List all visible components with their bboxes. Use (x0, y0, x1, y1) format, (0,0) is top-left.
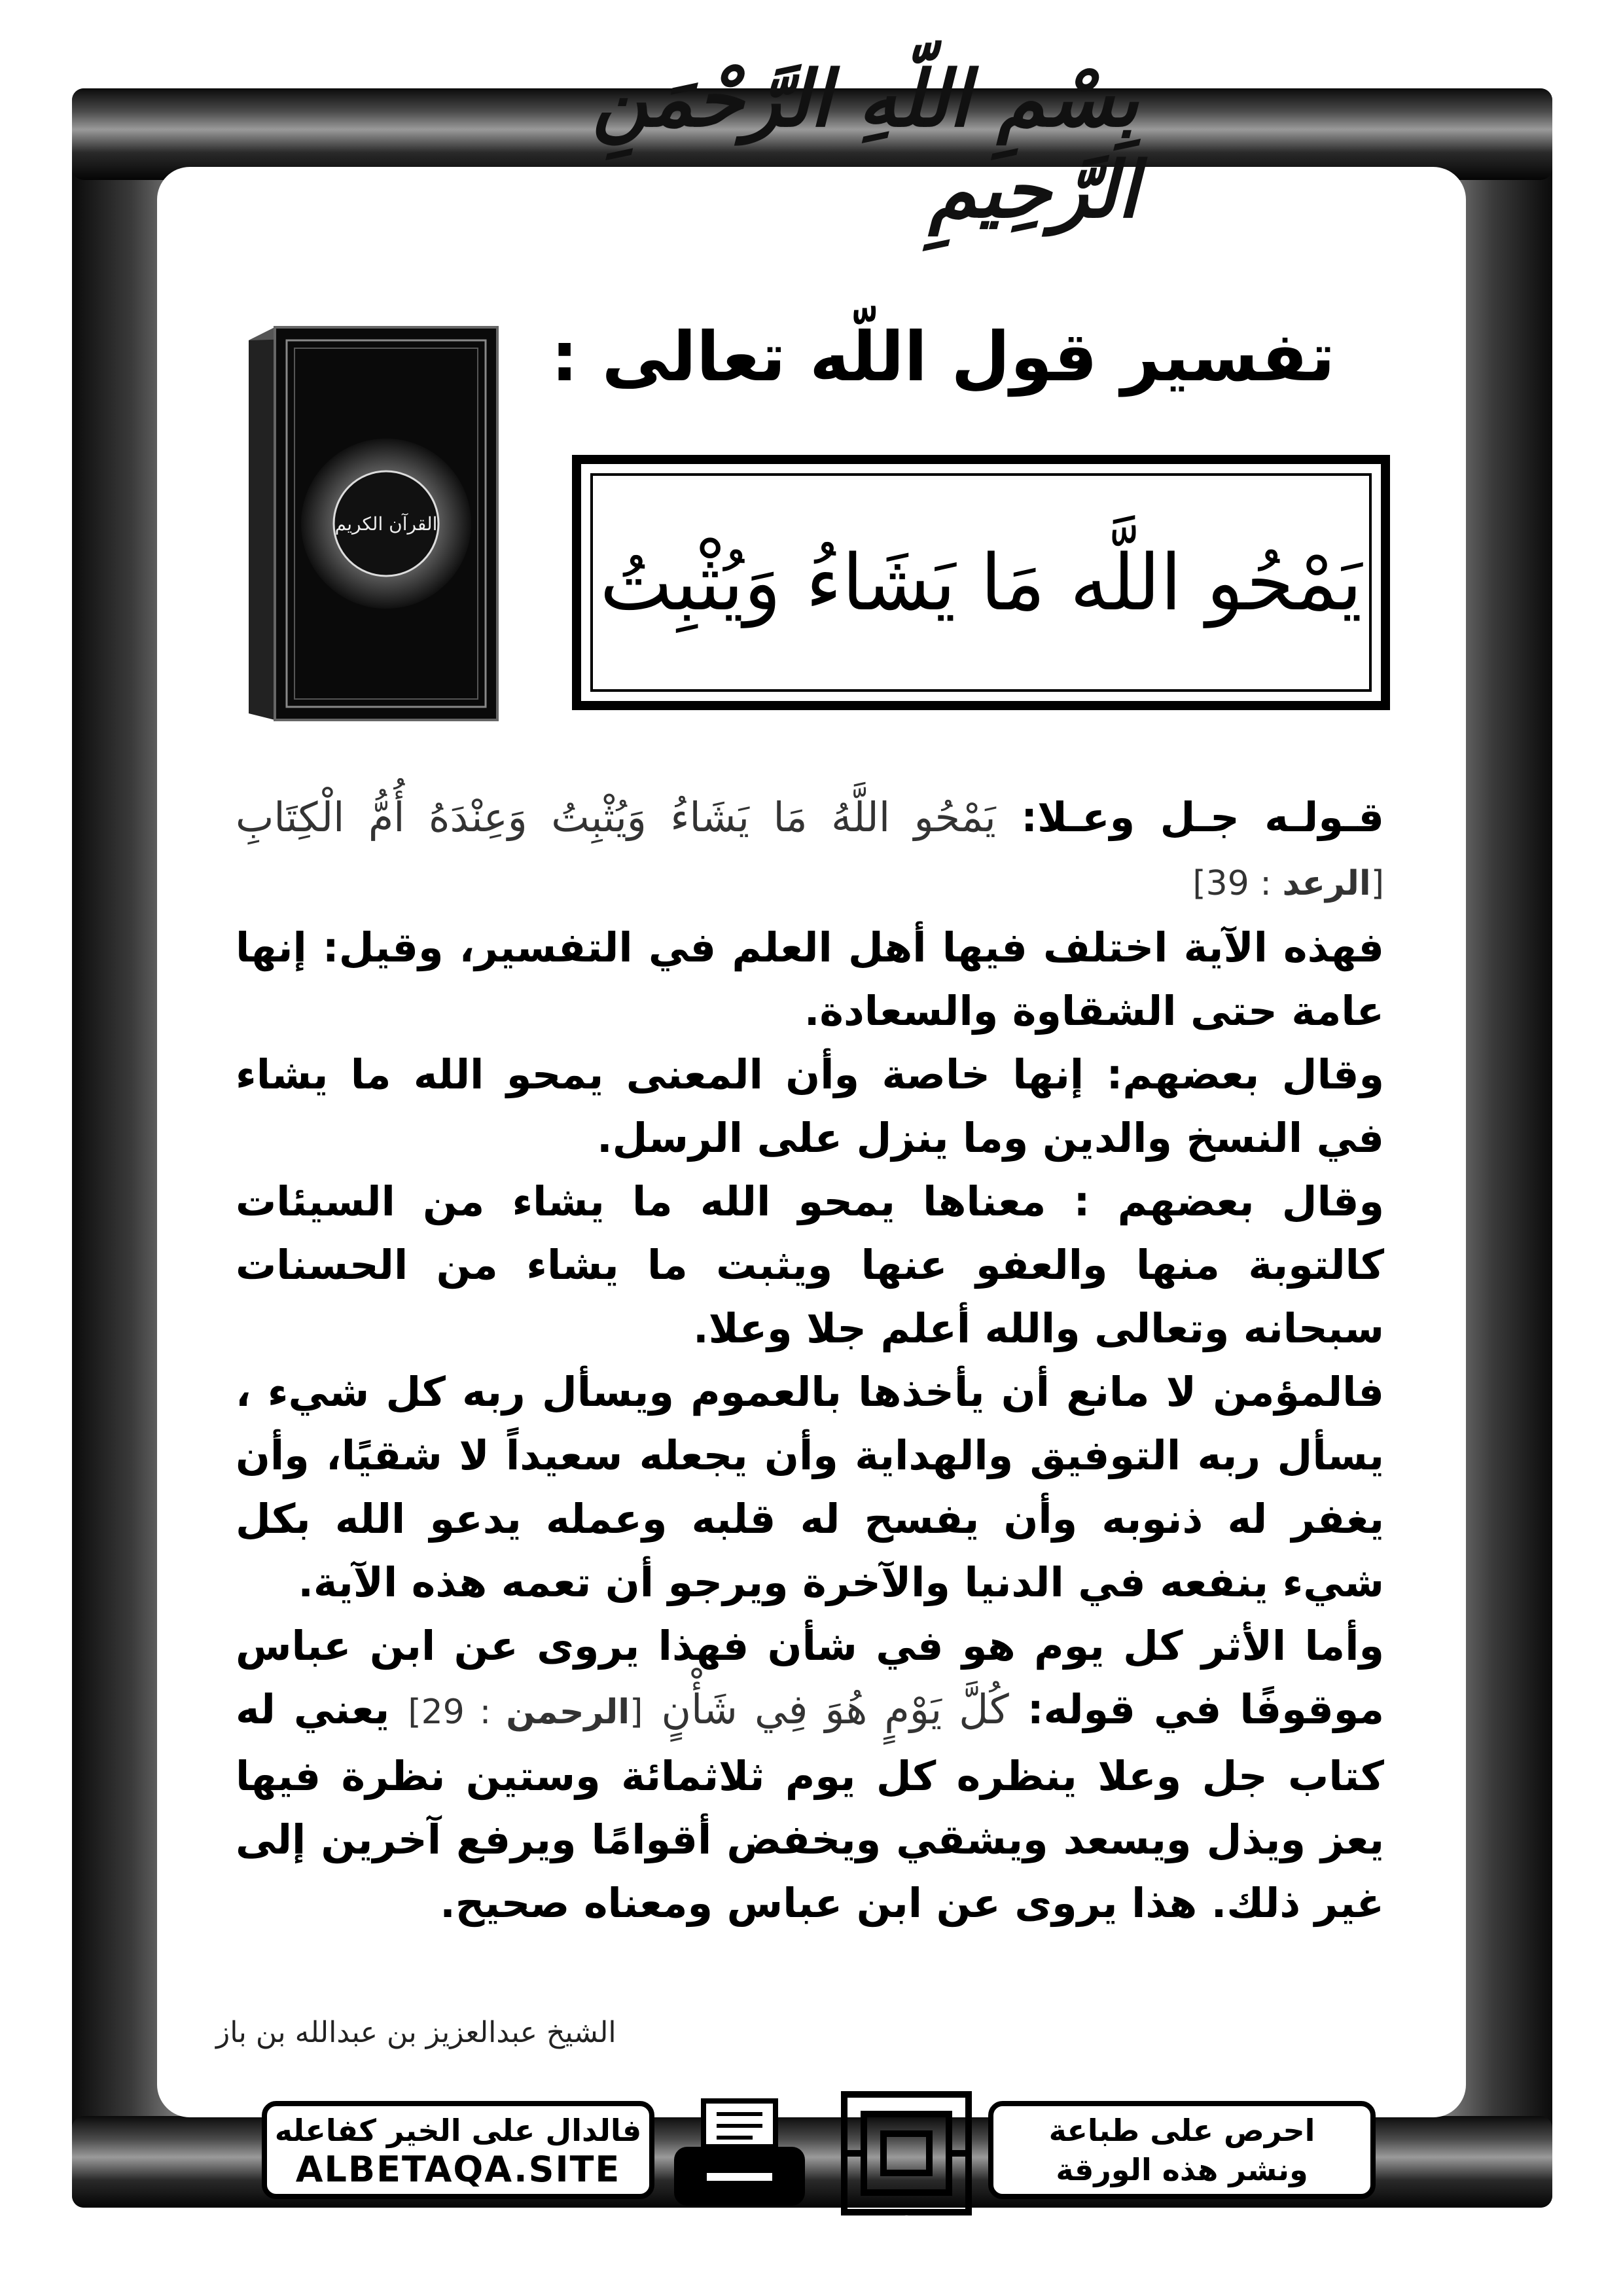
quoted-verse: يَمْحُو اللَّهُ مَا يَشَاءُ وَيُثْبِتُ وَعِنْدَهُ أُمُّ الْكِتَابِ (236, 793, 996, 841)
site-link[interactable]: ALBETAQA.SITE (295, 2149, 621, 2190)
paragraph-4: وقال بعضهم : معناها يمحو الله ما يشاء من السيئات كالتوبة منها والعفو عنها ويثبت ما يشاء من الحسنات سبحانه وتعالى والله أعلم جلا وعلا. (236, 1177, 1384, 1352)
paragraph-3: وقال بعضهم: إنها خاصة وأن المعنى يمحو الله ما يشاء في النسخ والدين وما ينزل على الرسل. (236, 1050, 1384, 1162)
verse-text: يَمْحُو اللَّه مَا يَشَاءُ وَيُثْبِتُ (599, 537, 1363, 628)
quran-book-icon (242, 314, 504, 733)
quoted-verse: كُلَّ يَوْمٍ هُوَ فِي شَأْنٍ (661, 1685, 1009, 1733)
site-logo (838, 2088, 975, 2219)
verse-box (572, 455, 1390, 710)
page-title: تفسير قول اللّه تعالى : (550, 317, 1335, 397)
footer-site-box: فالدال على الخير كفاعله ALBETAQA.SITE (262, 2101, 654, 2199)
paragraph-6: وأما الأثر كل يوم هو في شأن فهذا يروى عن ابن عباس موقوفًا في قوله: كُلَّ يَوْمٍ هُوَ فِي شَأْنٍ [الرحمن : 29] يعني له كتاب جل وعلا ينظره كل يوم ثلاثمائة وستين نظرة فيها يعز ويذل ويسعد ويشقي ويخفض أقوامًا ويرفع آخرين إلى غير ذلك. هذا يروى عن ابن عباس ومعناه صحيح. (236, 1622, 1384, 1927)
bismillah-calligraphy: بِسْمِ اللّهِ الرَّحْمَنِ الرَّحِيمِ (592, 53, 1139, 235)
paragraph-2: فهذه الآية اختلف فيها أهل العلم في التفسير، وقيل: إنها عامة حتى الشقاوة والسعادة. (236, 924, 1384, 1035)
paragraph-1: قـولـه جـل وعـلا: يَمْحُو اللَّهُ مَا يَشَاءُ وَيُثْبِتُ وَعِنْدَهُ أُمُّ الْكِتَابِ [الرعد : 39] (236, 793, 1384, 903)
author-signature: الشيخ عبدالعزيز بن عبدالله بن باز (216, 2016, 616, 2049)
paragraph-5: فالمؤمن لا مانع أن يأخذها بالعموم ويسأل ربه كل شيء ، يسأل ربه التوفيق والهداية وأن يجعله سعيداً لا شقيًا، وأن يغفر له ذنوبه وأن يفسح له قلبه وعمله يدعو الله بكل شيء ينفعه في الدنيا والآخرة ويرجو أن تعمه هذه الآية. (236, 1368, 1384, 1606)
svg-text:دعوة الورقة: دعوة الورقة (904, 2215, 908, 2216)
book-cover-text: القرآن الكريم (334, 513, 438, 535)
printer-icon (668, 2094, 812, 2212)
body-text (236, 785, 1384, 2081)
footer-print-reminder: احرص على طباعة ونشر هذه الورقة (988, 2101, 1376, 2199)
